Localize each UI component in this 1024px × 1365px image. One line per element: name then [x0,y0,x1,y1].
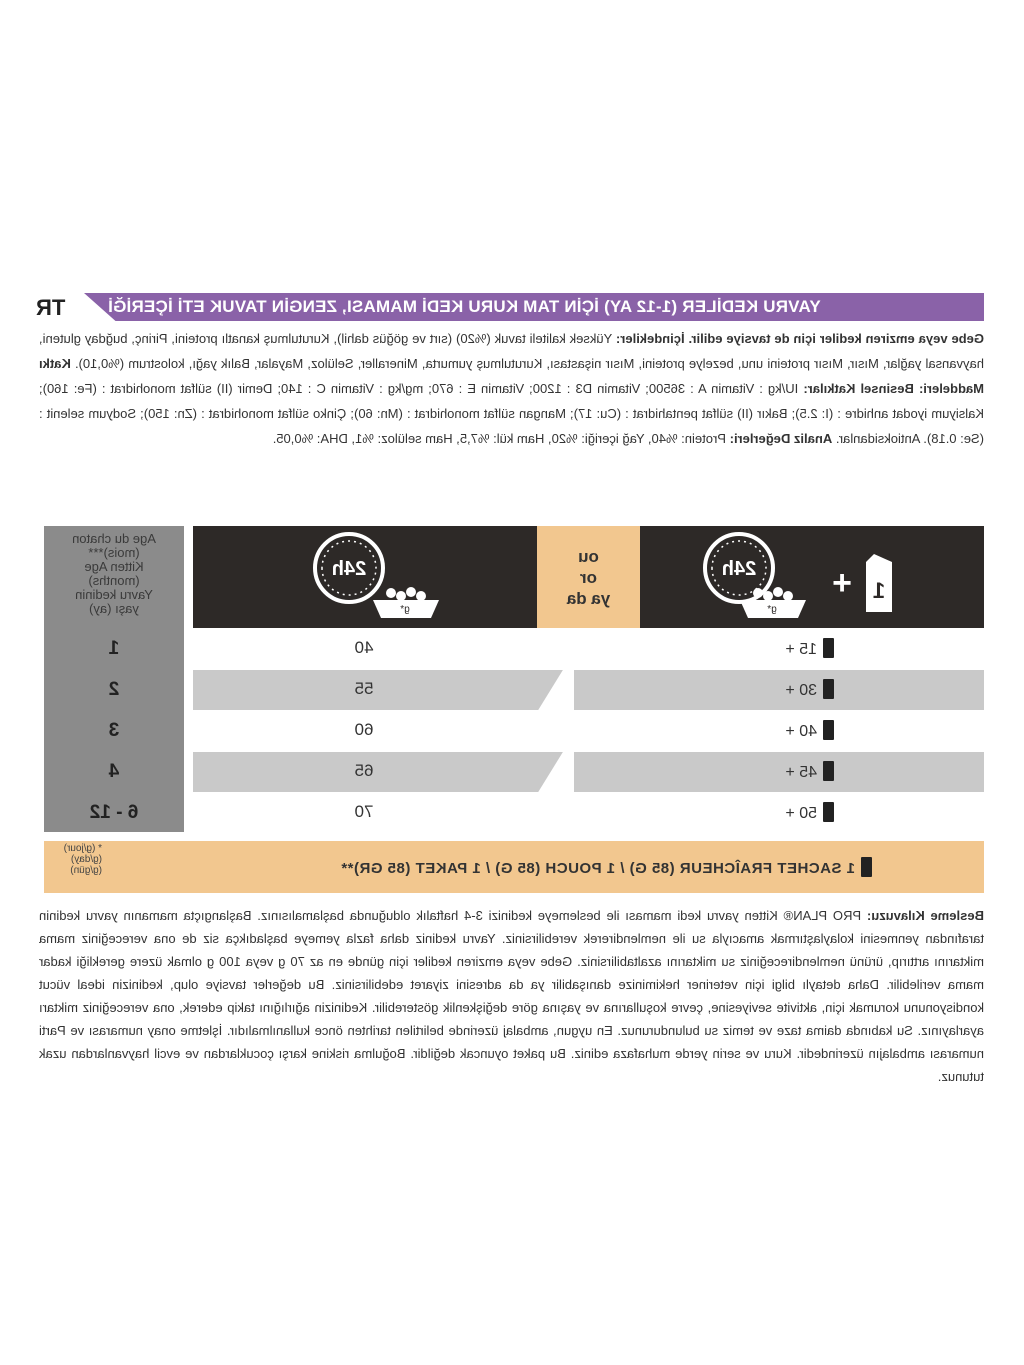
pouch-footer-bar [44,841,984,893]
pouch-count: 1 [872,578,886,603]
dry-amount: 70 [354,802,374,821]
table-row [193,711,984,751]
or-en: or [580,568,597,587]
mixed-value: 45 + [785,764,817,781]
pouch-icon [823,720,834,740]
mixed-feeding-header [640,526,984,628]
bowl-dry-food-icon [373,587,439,618]
unit-note-line: (g/gün) [70,865,102,876]
title-row [36,293,984,321]
analysis-text: Protein: %40, Yağ içeriği: %20, Ham kül: %7,5, Ham selüloz: %1, DHA: %0,05. [272,431,726,446]
ingredients-intro: Gebe veya emziren kediler için de tavsiye edilir. İçindekiler: [615,331,984,346]
mixed-amount [714,679,834,700]
dry-amount: 60 [354,720,374,739]
analysis-heading: Analiz Değerleri: [729,431,833,446]
age-column [44,526,184,832]
additives-heading: Katkı Maddeleri: Besinsel Katkılar: [39,356,984,396]
ingredients-paragraph [39,326,984,458]
age-header-line: Age du chaton [72,531,156,546]
age-header-line: (mois)*** [88,545,140,560]
guide-text: PRO PLAN® Kitten yavru kedi maması ile beslemeye kedinizi 3-4 haftalık olduğunda başlamalısınız. Başlangıçta mamanın yavru kedinin tarafından yenmesini kolaylaştırmak amacıyla su ile nemlendirerek verebilirsiniz. Yavru kediniz daha fazla yemeye başladıkça siz de ona vereceğiniz mama miktarını arttırıp, ürünü nemlendireceğiniz su miktarını azaltabilirsiniz. Gebe veya emziren kediler için günde en az 70 g veya 100 g olmak üzere gerekliği kadar mama verilebilir. Daha detaylı bilgi için veteriner hekiminize danışabilir ya da adresini ziyaret edebilirsiniz. Bu değerler tavsiye olup, kedinizin ideal vücut kondisyonunu korumak için, aktivite seviyesine, çevre koşullarına ve yaşına göre değişkenlik gösterebilir. Kedinizin ağırlığını takip ederek, ona vereceğiniz miktarı ayarlayınız. Su kabında daima taze ve temiz su bulundurunuz. En uygun, ambalaj üzerinde belirtilen tarihten önce kullanılmalıdır. İşletme onay numarası ve Parti numarası ambalajın üzerindedir. Kuru ve serin yerde muhafaza ediniz. Bu paket oyuncak değildir. Boğulma riskine karşı çocuklardan ve evcil hayvanlardan uzak tutunuz. [38,908,984,1084]
table-row [193,670,984,710]
or-label [537,546,640,609]
dry-amount: 40 [354,638,374,657]
ingredients-text: Yüksek kaliteli tavuk (%20) (sırt ve göğüs dahil), Kurutulmuş kanatlı proteini, Pirinç, buğday gluteni, hayvansal yağlar, Mısır, Mısır proteini unu, bezelye proteini, Mısır nişastası, Kurutulmuş yumurta, Mineraller, Selüloz, Mayalar, Balık yağı, kolostrum (%0,10). [39,331,984,371]
feeding-guide-paragraph [38,904,984,1084]
age-value: 3 [108,720,120,741]
age-value: 1 [108,638,120,659]
guide-heading: Besleme Kılavuzu: [866,908,984,923]
clock-24h-icon [315,534,383,602]
dry-amount: 55 [354,679,374,698]
clock-label: 24h [331,558,367,580]
clock-label: 24h [721,558,757,580]
product-title: YAVRU KEDİLER (1-12 AY) İÇİN TAM KURU KEDİ MAMASI, ZENGİN TAVUK ETİ İÇERİĞİ [108,297,821,316]
mixed-amount [714,638,834,659]
pouch-icon [823,802,834,822]
or-header [537,526,640,628]
age-value: 6 - 12 [89,802,139,823]
age-header-line: Yavru kedinin [75,587,153,602]
feeding-table [44,526,984,893]
mixed-amount [714,802,834,823]
mixed-value: 30 + [785,682,817,699]
pouch-icon [823,679,834,699]
or-tr: ya da [566,589,611,608]
mixed-header-icons [640,526,984,628]
gram-unit: g* [767,604,777,615]
gram-unit: g* [400,604,410,615]
age-header [44,532,184,616]
dry-feeding-header [193,526,537,628]
language-code: TR [36,295,66,320]
dry-header-icons [193,526,537,628]
pouch-size-label: 1 SACHET FRAÎCHEUR (85 G) / 1 POUCH (85 G) / 1 PAKET (85 GR)** [340,860,855,877]
pouch-icon [823,761,834,781]
pouch-1-icon [866,554,892,612]
dry-amount: 65 [354,761,374,780]
pouch-icon [823,638,834,658]
age-value: 2 [108,679,120,700]
mixed-value: 40 + [785,723,817,740]
mixed-amount [714,720,834,741]
age-header-line: yaşı (ay) [89,601,139,616]
unit-note-line: (g/day) [70,854,102,865]
age-value: 4 [108,761,120,782]
mixed-value: 50 + [785,805,817,822]
additives-text: IU/kg : Vitamin A : 36500; Vitamin D3 : 1200; Vitamin E : 670; mg/kg : Vitamin C : 140; Demir (II) sülfat monohidrat : (Fe: 160); Kalsiyum iyodat anhidre : (I: 2.5); Bakır (II) sülfat pentahidrat : (Cu: 17); Mangan sülfat monohidrat : (Mn: 60); Çinko sülfat monohidrat : (Zn: 150); Sodyum selenit : (Se: 0.18). Antioksidanlar. [39,381,984,446]
bowl-dry-food-icon [740,587,806,618]
age-header-line: (months) [88,573,140,588]
pouch-icon [861,857,872,877]
plus-icon: + [832,564,852,602]
unit-note [50,843,102,876]
or-fr: ou [578,547,599,566]
mixed-amount [714,761,834,782]
age-header-line: Kitten Age [84,559,144,574]
table-row [193,629,984,669]
mixed-value: 15 + [785,641,817,658]
unit-note-line: * (g/jour) [63,843,102,854]
table-row [193,793,984,833]
pouch-size-text [341,857,872,877]
table-row [193,752,984,792]
